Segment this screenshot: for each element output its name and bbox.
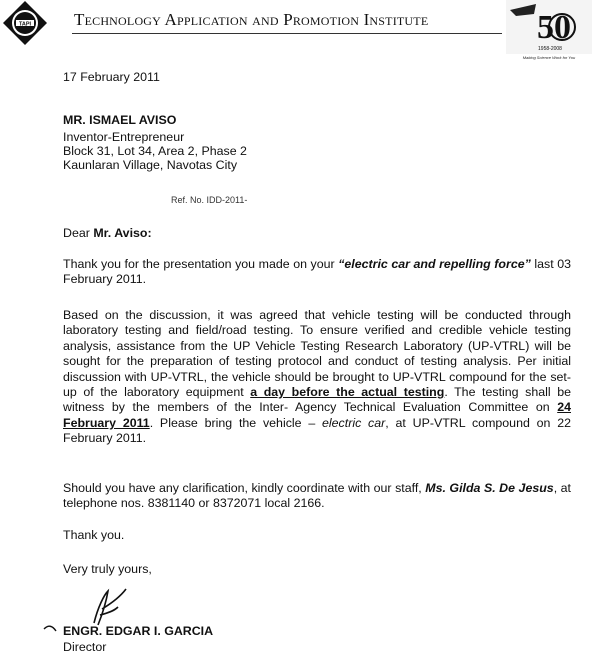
p2-electric-car: electric car <box>322 415 386 430</box>
anniversary-years: 1958-2008 <box>538 46 562 52</box>
p1-emphasis: “electric car and repelling force” <box>338 257 531 271</box>
paragraph-thanks <box>63 257 571 288</box>
tapi-emblem-icon <box>2 0 48 46</box>
signatory-name: ENGR. EDGAR I. GARCIA <box>63 624 214 638</box>
reference-number: Ref. No. IDD-2011- <box>171 195 248 205</box>
institute-name: Technology Application and Promotion Institute <box>74 10 429 29</box>
salutation-prefix: Dear <box>63 226 94 240</box>
emblem-text: TAPI <box>18 21 32 28</box>
salutation <box>63 226 152 240</box>
anniversary-50-icon <box>506 0 592 54</box>
anniversary-tagline: Making Science Work for You <box>522 55 576 60</box>
signatory-title: Director <box>63 640 107 654</box>
salutation-name: Mr. Aviso: <box>93 226 152 240</box>
anniversary-logo <box>506 0 592 62</box>
address-line: Inventor-Entrepreneur <box>63 130 185 144</box>
address-line: Block 31, Lot 34, Area 2, Phase 2 <box>63 144 247 158</box>
closing: Very truly yours, <box>63 562 152 576</box>
p2-text-3: . Please bring the vehicle – <box>149 415 323 430</box>
p1-text: Thank you for the presentation you made on your <box>63 257 339 271</box>
recipient-address <box>63 130 247 172</box>
p2-text-4: , at UP-VTRL compound on 22 February 2011. <box>63 415 571 446</box>
letterhead-rule <box>72 33 502 34</box>
thank-you: Thank you. <box>63 528 125 542</box>
p3-text-end: , at telephone nos. 8381140 or 8372071 local 2166. <box>63 481 571 511</box>
p3-staff-name: Ms. Gilda S. De Jesus <box>425 481 554 495</box>
letter-date: 17 February 2011 <box>63 70 160 84</box>
p2-text: Based on the discussion, it was agreed that vehicle testing will be conducted through laboratory testing and field/road testing. To ensure verified and credible vehicle testing analysis, assistance from the UP Vehicle Testing Research Laboratory (UP-VTRL) will be sought for the preparation of testing protocol and conduct of testing analysis. Per initial discussion with UP-VTRL, the vehicle should be brought to UP-VTRL compound for the set-up of the laboratory equipment <box>63 308 571 400</box>
p2-highlight-date: 24 February 2011 <box>63 400 571 430</box>
p1-text-end: last 03 February 2011. <box>63 257 571 287</box>
address-line: Kaunlaran Village, Navotas City <box>63 158 238 172</box>
paragraph-contact <box>63 481 571 512</box>
p3-text: Should you have any clarification, kindly coordinate with our staff, <box>63 481 426 495</box>
paragraph-testing <box>63 308 571 447</box>
recipient-name: MR. ISMAEL AVISO <box>63 113 177 127</box>
p2-highlight-day-before: a day before the actual testing <box>250 385 445 400</box>
p2-text-2: . The testing shall be witness by the members of the Inter- Agency Technical Evaluation Committee on <box>63 385 571 415</box>
svg-text:50: 50 <box>537 9 571 46</box>
